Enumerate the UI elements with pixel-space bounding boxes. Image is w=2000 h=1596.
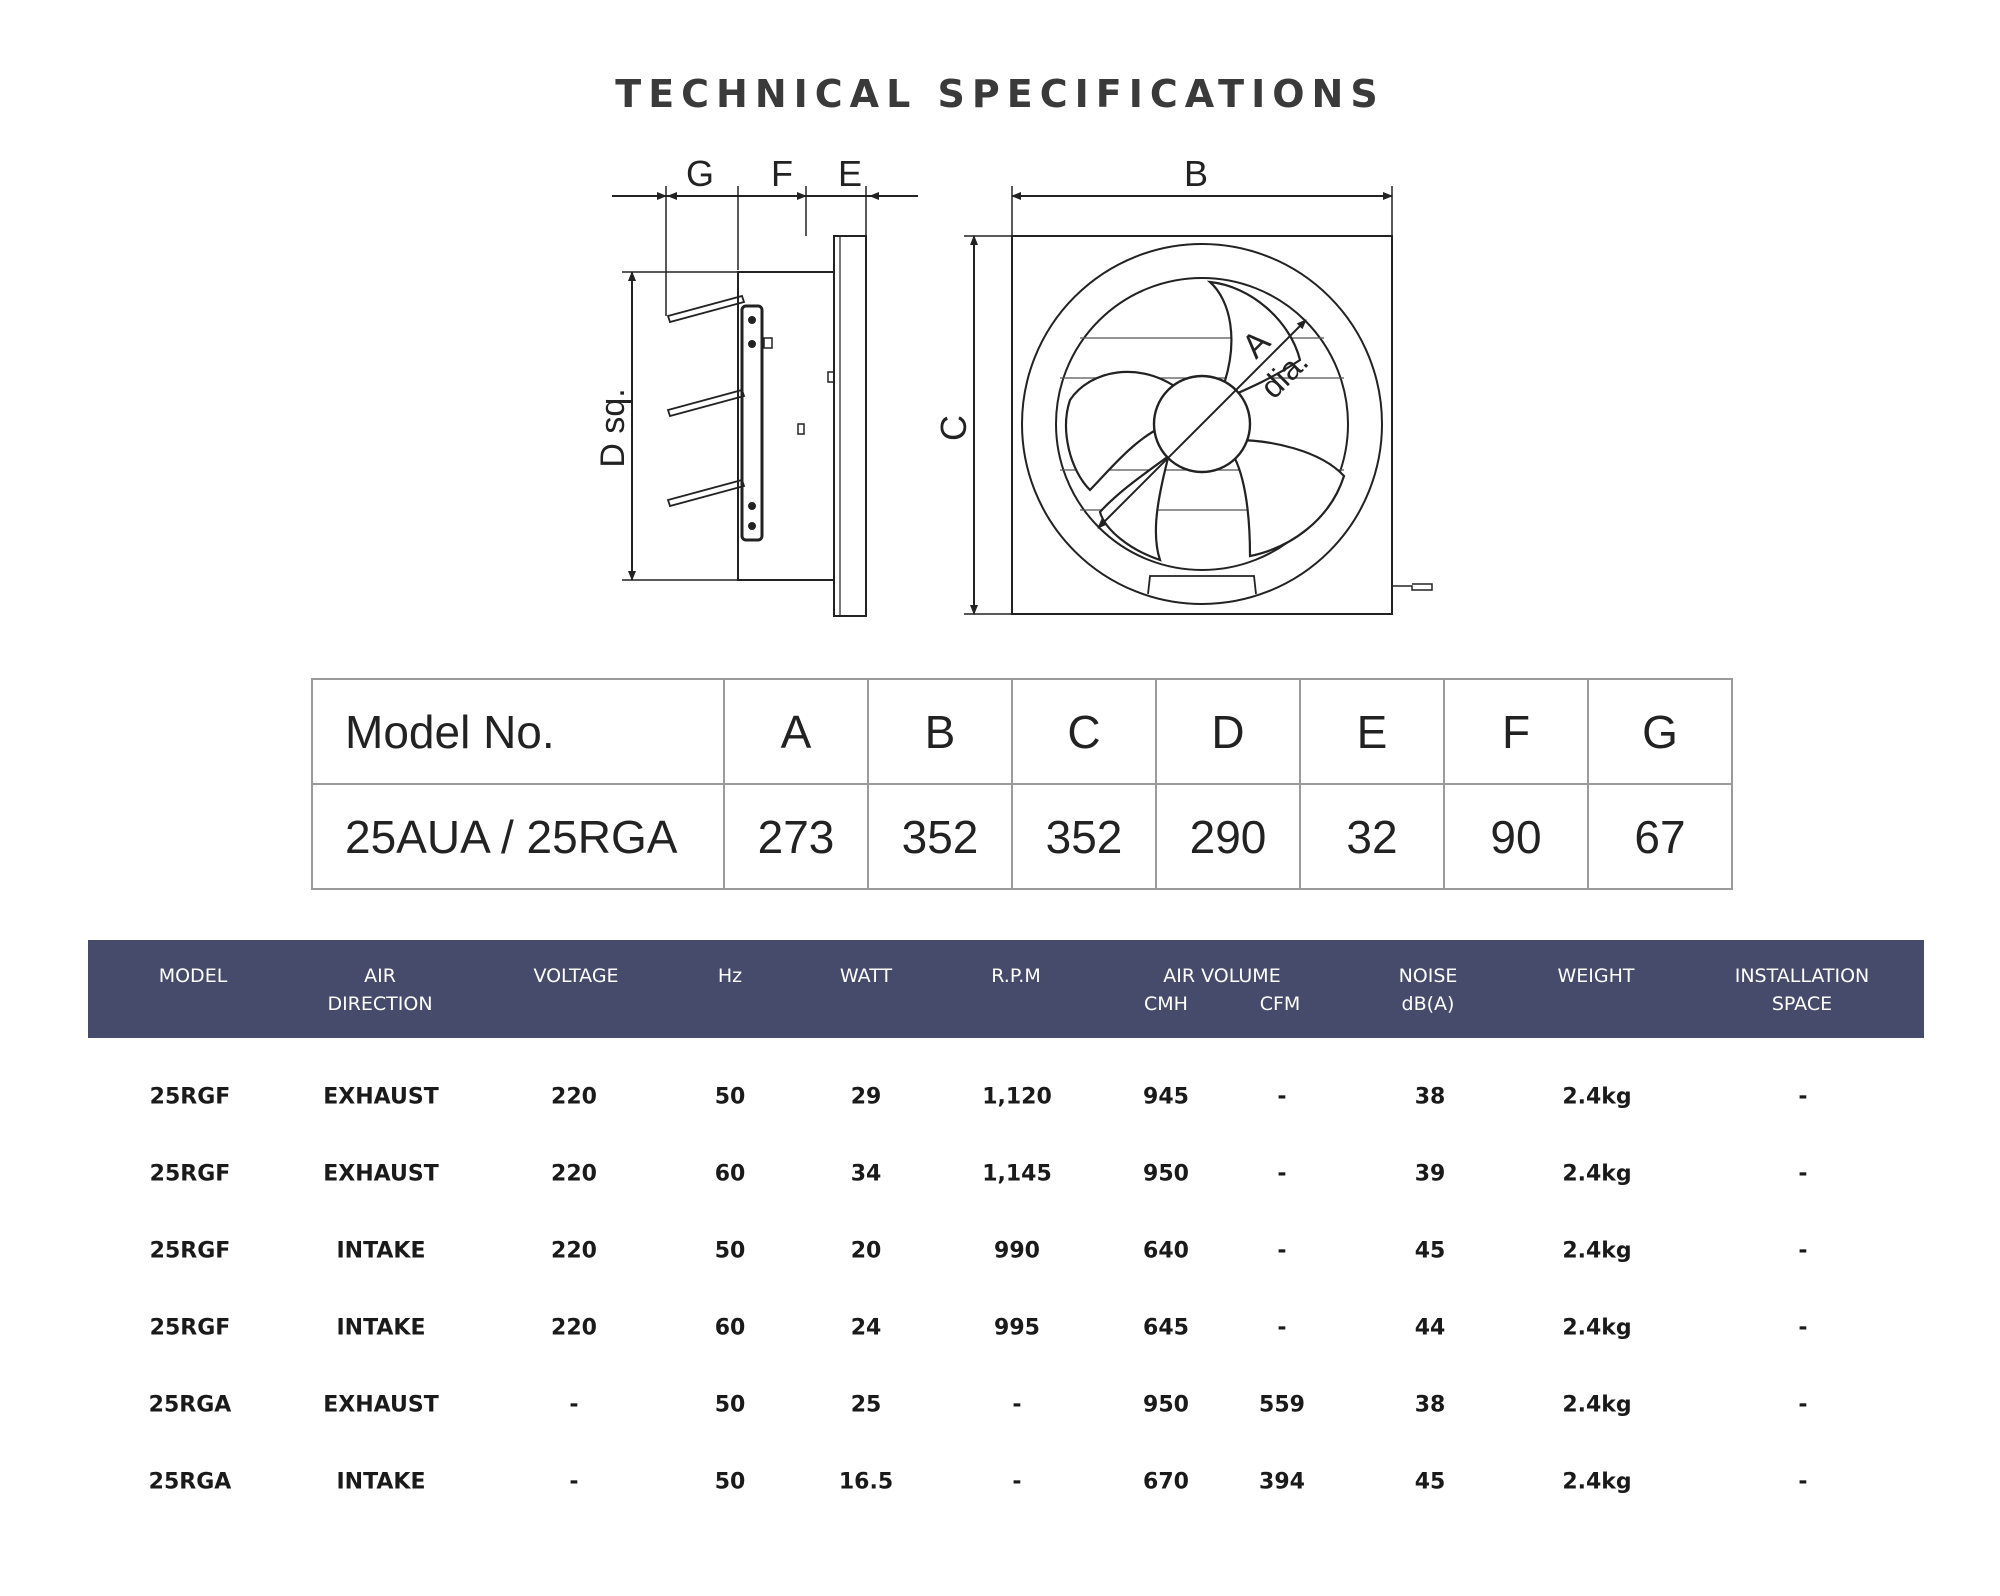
cell-installation-space: - [1798,1315,1808,1341]
cell-weight: 2.4kg [1562,1161,1632,1187]
cell-installation-space: - [1798,1392,1808,1418]
dim-header-e: E [1300,679,1444,784]
cell-air-direction: EXHAUST [323,1392,439,1418]
header-cfm: CFM [1259,993,1301,1015]
cell-air-direction: INTAKE [336,1469,426,1495]
cell-noise: 45 [1414,1469,1446,1495]
cell-cmh: 950 [1143,1161,1189,1187]
dim-label-f: F [771,153,793,194]
dim-label-d: D sq. [594,388,632,468]
cell-installation-space: - [1798,1469,1808,1495]
cell-installation-space: - [1798,1084,1808,1110]
cell-rpm: 1,120 [982,1084,1052,1110]
cell-model: 25RGA [148,1469,232,1495]
cell-hz: 50 [714,1469,746,1495]
header-cmh: CMH [1144,993,1188,1015]
cell-weight: 2.4kg [1562,1469,1632,1495]
cell-voltage: 220 [551,1161,597,1187]
dim-value-f: 90 [1444,784,1588,889]
dim-label-e: E [837,153,863,194]
spec-table-header [88,940,1924,1038]
page-title: TECHNICAL SPECIFICATIONS [615,72,1385,116]
cell-air-direction: EXHAUST [323,1084,439,1110]
cell-hz: 60 [714,1315,746,1341]
header-weight: WEIGHT [1557,965,1635,987]
cell-rpm: 1,145 [982,1161,1052,1187]
cell-cmh: 945 [1143,1084,1189,1110]
cell-cfm: - [1277,1315,1287,1341]
dim-model: 25AUA / 25RGA [312,784,724,889]
dim-label-a: A [1234,322,1278,366]
cell-noise: 39 [1414,1161,1446,1187]
dimension-table-header-row [312,679,1732,784]
front-view [964,186,1432,614]
cell-model: 25RGF [149,1238,231,1264]
dim-value-d: 290 [1156,784,1300,889]
cell-noise: 38 [1414,1392,1446,1418]
cell-watt: 24 [850,1315,882,1341]
cell-air-direction: INTAKE [336,1315,426,1341]
cell-cfm: - [1277,1161,1287,1187]
header-voltage: VOLTAGE [533,965,619,987]
dim-header-a: A [724,679,868,784]
cell-cmh: 640 [1143,1238,1189,1264]
cell-model: 25RGF [149,1084,231,1110]
dim-header-d: D [1156,679,1300,784]
cell-noise: 38 [1414,1084,1446,1110]
dim-label-g: G [685,153,715,194]
header-air-volume: AIR VOLUME [1163,965,1281,987]
header-noise: NOISE dB(A) [1398,965,1458,1015]
cell-hz: 50 [714,1392,746,1418]
cell-noise: 45 [1414,1238,1446,1264]
cell-cmh: 645 [1143,1315,1189,1341]
cell-model: 25RGF [149,1161,231,1187]
header-model: MODEL [158,965,228,987]
header-installation-space: INSTALLATION SPACE [1734,965,1870,1015]
dim-header-g: G [1588,679,1732,784]
cell-watt: 29 [850,1084,882,1110]
dim-value-b: 352 [868,784,1012,889]
cell-voltage: - [569,1392,579,1418]
cell-hz: 60 [714,1161,746,1187]
cell-voltage: 220 [551,1084,597,1110]
header-hz: Hz [717,965,743,987]
cell-rpm: 995 [994,1315,1040,1341]
cell-hz: 50 [714,1084,746,1110]
cell-model: 25RGA [148,1392,232,1418]
cell-voltage: - [569,1469,579,1495]
cell-voltage: 220 [551,1315,597,1341]
dim-header-f: F [1444,679,1588,784]
cell-watt: 34 [850,1161,882,1187]
cell-cfm: - [1277,1084,1287,1110]
fan-technical-drawing [0,0,2000,640]
cell-air-direction: INTAKE [336,1238,426,1264]
dim-label-c: C [933,415,974,441]
dim-label-b: B [1183,153,1209,194]
cell-cmh: 670 [1143,1469,1189,1495]
dim-value-c: 352 [1012,784,1156,889]
header-watt: WATT [839,965,893,987]
cell-noise: 44 [1414,1315,1446,1341]
cell-watt: 20 [850,1238,882,1264]
header-rpm: R.P.M [991,965,1041,987]
cell-cfm: 394 [1259,1469,1305,1495]
dim-label-dia: dia. [1253,343,1316,406]
dim-value-g: 67 [1588,784,1732,889]
cell-cfm: 559 [1259,1392,1305,1418]
cell-rpm: 990 [994,1238,1040,1264]
dim-header-model: Model No. [312,679,724,784]
cell-voltage: 220 [551,1238,597,1264]
cell-rpm: - [1012,1469,1022,1495]
dim-header-c: C [1012,679,1156,784]
dim-value-e: 32 [1300,784,1444,889]
cell-watt: 16.5 [838,1469,894,1495]
cell-cfm: - [1277,1238,1287,1264]
dimension-table [311,678,1733,890]
cell-model: 25RGF [149,1315,231,1341]
cell-rpm: - [1012,1392,1022,1418]
cell-weight: 2.4kg [1562,1084,1632,1110]
dim-value-a: 273 [724,784,868,889]
dim-header-b: B [868,679,1012,784]
cell-weight: 2.4kg [1562,1238,1632,1264]
header-air-direction: AIR DIRECTION [327,965,433,1015]
cell-watt: 25 [850,1392,882,1418]
cell-cmh: 950 [1143,1392,1189,1418]
cell-air-direction: EXHAUST [323,1161,439,1187]
cell-weight: 2.4kg [1562,1315,1632,1341]
cell-installation-space: - [1798,1238,1808,1264]
cell-installation-space: - [1798,1161,1808,1187]
side-view [612,186,918,616]
cell-weight: 2.4kg [1562,1392,1632,1418]
dimension-table-row [312,784,1732,889]
cell-hz: 50 [714,1238,746,1264]
